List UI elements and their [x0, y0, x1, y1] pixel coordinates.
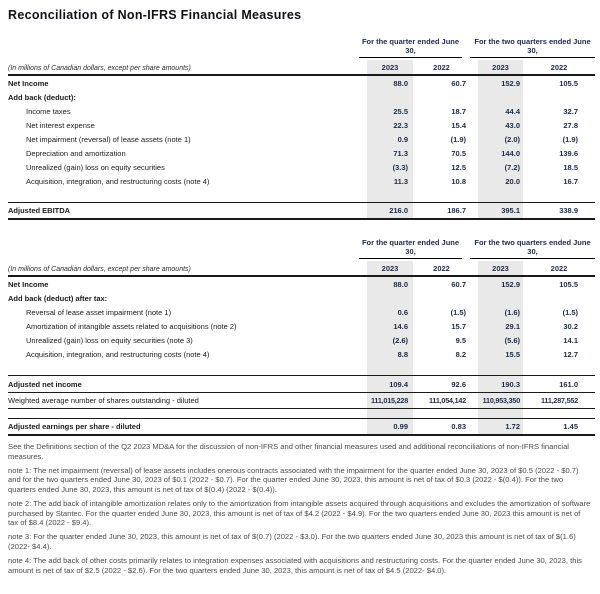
year-header: 2022	[433, 63, 450, 72]
value-cell: 60.7	[451, 279, 466, 289]
value-cell: 70.5	[451, 148, 466, 158]
value-cell: 9.5	[455, 335, 466, 345]
year-header: 2023	[367, 261, 413, 275]
value-cell: 161.0	[559, 379, 578, 389]
value-cell: 152.9	[478, 76, 523, 90]
row-label: Adjusted net income	[8, 379, 82, 389]
value-cell: 1.45	[563, 422, 578, 431]
footnote: note 4: The add back of other costs primarily relates to integration expenses associated with acquisitions and restructuring costs. For the quarter ended June 30, 2023, this amount is net of tax of $2.5 (2022 - $2.6). For the two quarters ended June 30, 2023, this amount is net of tax of $4.5 (2022- $4.0).	[8, 555, 582, 575]
row-label: Weighted average number of shares outstanding - diluted	[8, 396, 199, 405]
value-cell: 395.1	[478, 203, 523, 218]
value-cell: 22.3	[367, 118, 413, 132]
table-body	[8, 76, 595, 220]
value-cell	[523, 409, 595, 418]
value-cell: 44.4	[478, 104, 523, 118]
row-label: Acquisition, integration, and restructuring costs (note 4)	[26, 176, 210, 186]
value-cell: 14.1	[563, 335, 578, 345]
value-cell: 152.9	[478, 277, 523, 291]
value-cell: (1.5)	[562, 307, 578, 317]
table-row	[8, 174, 595, 188]
row-label: Unrealized (gain) loss on equity securities	[26, 162, 165, 172]
value-cell: 15.7	[451, 321, 466, 331]
table-row	[8, 188, 595, 202]
value-cell: (3.3)	[367, 160, 413, 174]
value-cell: 109.4	[367, 376, 413, 392]
value-cell: 27.8	[563, 120, 578, 130]
footnote: note 2: The add back of intangible amortization relates only to the amortization from intangible assets acquired through acquisitions and excludes the amortization of software purchased by Stantec. For the quarter ended June 30, 2023, this amount is net of tax of $4.2 (2022 - $4.9). For the two quarters ended June 30, 2023 this amount is net of tax of $8.4 (2022 - $9.4).	[8, 498, 591, 528]
value-cell	[478, 188, 523, 202]
value-cell	[367, 291, 413, 305]
table-row	[8, 76, 595, 90]
year-header: 2022	[550, 264, 568, 273]
row-label: Income taxes	[26, 106, 71, 116]
row-label: Amortization of intangible assets related to acquisitions (note 2)	[26, 321, 237, 331]
table-row	[8, 333, 595, 347]
value-cell: (1.9)	[562, 134, 578, 144]
value-cell	[367, 361, 413, 375]
table-row	[8, 392, 595, 409]
value-cell: 186.7	[447, 206, 466, 215]
value-cell: 14.6	[367, 319, 413, 333]
value-cell: 18.5	[563, 162, 578, 172]
value-cell: 71.3	[367, 146, 413, 160]
table-row	[8, 160, 595, 174]
value-cell	[523, 361, 595, 375]
table-row	[8, 202, 595, 220]
adjusted-ebitda-table	[8, 37, 595, 220]
value-cell: 11.3	[367, 174, 413, 188]
table-row	[8, 347, 595, 361]
value-cell: 10.8	[451, 176, 466, 186]
row-label: Net impairment (reversal) of lease assets (note 1)	[26, 134, 191, 144]
table-row	[8, 104, 595, 118]
row-label: Depreciation and amortization	[26, 148, 126, 158]
value-cell: (1.6)	[478, 305, 523, 319]
value-cell: 16.7	[563, 176, 578, 186]
row-label: Net Income	[8, 78, 49, 88]
value-cell	[413, 409, 470, 418]
value-cell: (7.2)	[478, 160, 523, 174]
value-cell	[478, 361, 523, 375]
value-cell: 190.3	[478, 376, 523, 392]
table-row	[8, 277, 595, 291]
value-cell	[413, 188, 470, 202]
value-cell: 15.4	[451, 120, 466, 130]
value-cell	[367, 90, 413, 104]
value-cell	[523, 188, 595, 202]
value-cell: (2.6)	[367, 333, 413, 347]
quarter-column-group: For the quarter ended June 30,	[359, 37, 462, 58]
value-cell: 0.83	[451, 422, 466, 431]
footnote: See the Definitions section of the Q2 2023 MD&A for the discussion of non-IFRS and other financial measures used and additional reconciliations of non-IFRS financial measures.	[8, 442, 569, 461]
value-cell: 12.5	[451, 162, 466, 172]
row-label: Net Income	[8, 279, 49, 289]
two-quarters-column-group: For the two quarters ended June 30,	[470, 238, 595, 259]
year-header: 2023	[478, 60, 523, 74]
table-row	[8, 90, 595, 104]
footnotes	[8, 442, 595, 575]
value-cell: 60.7	[451, 78, 466, 88]
value-cell: 8.2	[455, 349, 466, 359]
row-label: Net interest expense	[26, 120, 95, 130]
unit-label: (In millions of Canadian dollars, except per share amounts)	[8, 65, 191, 72]
row-label: Reversal of lease asset impairment (note 1)	[26, 307, 172, 317]
footnote: note 1: The net impairment (reversal) of lease assets includes onerous contracts associated with the impairment for the quarter ended June 30, 2023 of $0.5 (2022 - $0.7) and for the two quarters ended June 30, 2023 of $0.1 (2022 - $0.7). For the quarter ended June 30, 2023, this amount is net of tax of $0.3 (2022 - $(0.4)). For the two quarters ended June 30, 2023, this amount is net of tax of $(0.4) (2022 - $(0.4)).	[8, 465, 579, 494]
value-cell	[478, 291, 523, 305]
footnote: note 3: For the quarter ended June 30, 2023, this amount is net of tax of $(0.7) (2022 - $3.0). For the two quarters ended June 30, 2023 this amount is net of tax of $(1.6) (2022- $4.4).	[8, 532, 576, 551]
value-cell: 1.72	[478, 419, 523, 434]
two-quarters-column-group: For the two quarters ended June 30,	[470, 37, 595, 58]
value-cell: 12.7	[563, 349, 578, 359]
year-header-row	[8, 60, 595, 76]
quarter-column-group: For the quarter ended June 30,	[359, 238, 462, 259]
table-row	[8, 409, 595, 418]
table-row	[8, 418, 595, 436]
row-label: Unrealized (gain) loss on equity securities (note 3)	[26, 335, 193, 345]
value-cell: (5.6)	[478, 333, 523, 347]
value-cell	[478, 90, 523, 104]
unit-label: (In millions of Canadian dollars, except per share amounts)	[8, 266, 191, 273]
row-label: Adjusted earnings per share - diluted	[8, 422, 141, 431]
value-cell: 105.5	[559, 279, 578, 289]
table-body	[8, 277, 595, 436]
value-cell: 0.9	[367, 132, 413, 146]
row-label: Add back (deduct):	[8, 92, 76, 102]
value-cell: (1.9)	[450, 134, 466, 144]
table-row	[8, 361, 595, 375]
value-cell	[413, 361, 470, 375]
value-cell: 88.0	[367, 76, 413, 90]
value-cell: 20.0	[478, 174, 523, 188]
value-cell: 0.99	[367, 419, 413, 434]
value-cell	[478, 409, 523, 418]
value-cell: 88.0	[367, 277, 413, 291]
table-row	[8, 132, 595, 146]
value-cell: 338.9	[559, 206, 578, 215]
table-row	[8, 319, 595, 333]
value-cell: 110,953,350	[478, 393, 523, 408]
value-cell: 105.5	[559, 78, 578, 88]
value-cell: (2.0)	[478, 132, 523, 146]
table-row	[8, 291, 595, 305]
column-group-header-row	[8, 238, 595, 259]
adjusted-net-income-table	[8, 238, 595, 436]
value-cell	[413, 90, 470, 104]
value-cell: 111,287,552	[541, 396, 578, 405]
value-cell: 111,054,142	[429, 396, 466, 405]
value-cell: 43.0	[478, 118, 523, 132]
value-cell: 30.2	[563, 321, 578, 331]
value-cell: 8.8	[367, 347, 413, 361]
table-row	[8, 305, 595, 319]
value-cell	[367, 188, 413, 202]
value-cell: 29.1	[478, 319, 523, 333]
value-cell: 139.6	[559, 148, 578, 158]
value-cell	[523, 90, 595, 104]
year-header: 2023	[478, 261, 523, 275]
value-cell	[413, 291, 470, 305]
value-cell: (1.5)	[450, 307, 466, 317]
value-cell	[523, 291, 595, 305]
row-label: Adjusted EBITDA	[8, 206, 71, 215]
table-row	[8, 375, 595, 392]
value-cell	[367, 409, 413, 418]
year-header: 2022	[550, 63, 568, 72]
year-header: 2023	[367, 60, 413, 74]
page-title: Reconciliation of Non-IFRS Financial Measures	[8, 8, 302, 22]
table-row	[8, 118, 595, 132]
value-cell: 144.0	[478, 146, 523, 160]
table-row	[8, 146, 595, 160]
value-cell: 25.5	[367, 104, 413, 118]
row-label: Add back (deduct) after tax:	[8, 293, 108, 303]
year-header-row	[8, 261, 595, 277]
value-cell: 92.6	[451, 379, 466, 389]
value-cell: 111,015,228	[367, 393, 413, 408]
value-cell: 0.6	[367, 305, 413, 319]
value-cell: 216.0	[367, 203, 413, 218]
value-cell: 32.7	[563, 106, 578, 116]
value-cell: 18.7	[451, 106, 466, 116]
row-label: Acquisition, integration, and restructuring costs (note 4)	[26, 349, 210, 359]
column-group-header-row	[8, 37, 595, 58]
value-cell: 15.5	[478, 347, 523, 361]
year-header: 2022	[433, 264, 450, 273]
